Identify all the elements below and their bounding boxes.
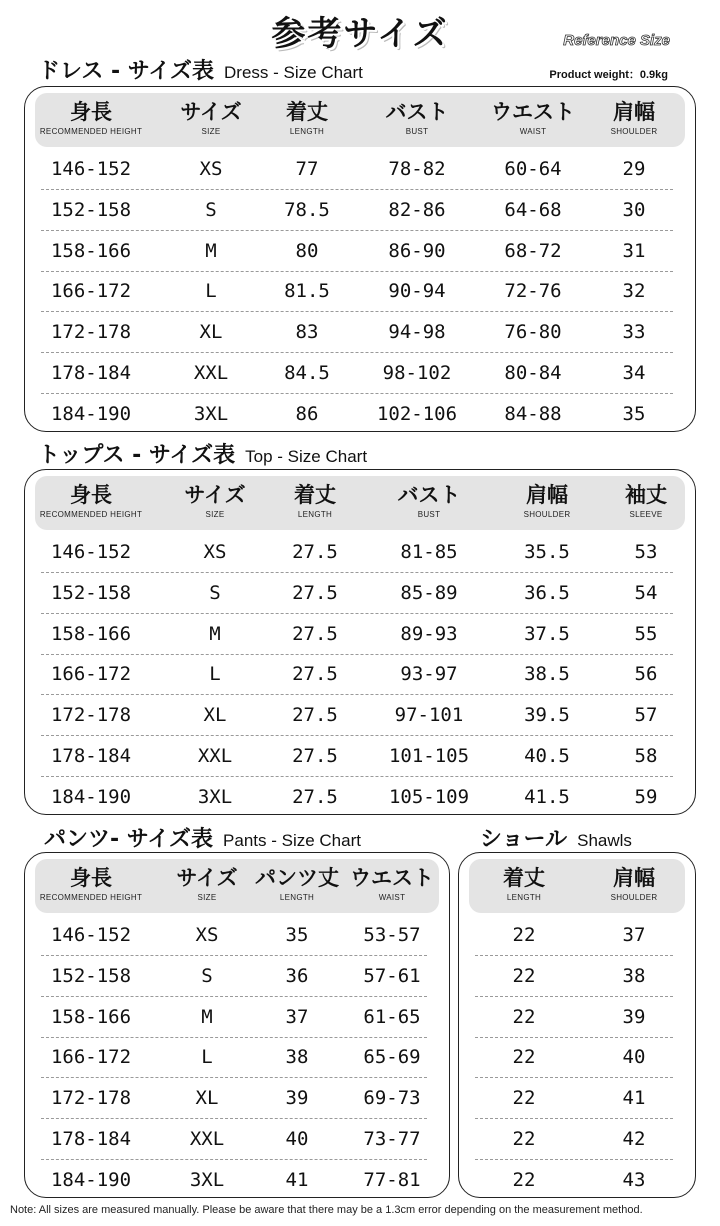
table-cell: 59 — [634, 785, 658, 808]
table-row — [41, 149, 673, 190]
tops-title-en: Top - Size Chart — [245, 447, 368, 466]
table-cell: 81.5 — [284, 280, 330, 303]
table-cell: 152-158 — [50, 964, 132, 987]
table-row — [475, 1037, 673, 1078]
table-cell: 42 — [622, 1128, 646, 1150]
table-cell: 84.5 — [284, 362, 330, 384]
table-cell: XS — [203, 541, 227, 563]
table-cell: 82-86 — [388, 198, 446, 221]
table-cell: 3XL — [193, 402, 229, 425]
table-cell: 27.5 — [292, 541, 338, 563]
table-cell: 27.5 — [292, 785, 338, 808]
table-row — [41, 190, 673, 231]
table-cell: 22 — [512, 1168, 536, 1191]
pants-size-table — [24, 852, 450, 1198]
table-cell: 102-106 — [376, 402, 458, 425]
table-cell: 84-88 — [504, 402, 562, 425]
table-cell: 178-184 — [50, 1128, 132, 1150]
tops-column-header — [625, 476, 667, 530]
column-header-sublabel: RECOMMENDED HEIGHT — [39, 127, 143, 136]
table-cell: 22 — [512, 1005, 536, 1028]
table-cell: 41 — [622, 1087, 646, 1110]
tops-column-header — [398, 476, 461, 530]
table-cell: 27.5 — [292, 663, 338, 686]
table-cell: 90-94 — [388, 280, 446, 303]
table-cell: 86 — [295, 402, 319, 425]
table-cell: 32 — [622, 280, 646, 303]
table-cell: 77 — [295, 158, 319, 180]
table-cell: 38.5 — [524, 663, 570, 686]
table-cell: 22 — [512, 1046, 536, 1069]
column-header-sublabel: BUST — [405, 127, 429, 136]
table-cell: L — [205, 280, 217, 303]
dress-title-en: Dress - Size Chart — [224, 63, 363, 82]
table-cell: 101-105 — [388, 745, 470, 767]
table-cell: 55 — [634, 622, 658, 645]
shawls-section-title — [480, 822, 632, 853]
table-cell: 27.5 — [292, 581, 338, 604]
table-row — [475, 956, 673, 997]
table-row — [475, 915, 673, 956]
table-row — [41, 654, 673, 695]
table-cell: 85-89 — [400, 581, 458, 604]
table-cell: 22 — [512, 1087, 536, 1110]
table-cell: 33 — [622, 321, 646, 344]
column-header-label: バスト — [397, 483, 461, 507]
column-header-label: ウエスト — [350, 866, 434, 890]
table-cell: 172-178 — [50, 704, 132, 727]
pants-title-jp: パンツ- サイズ表 — [44, 827, 214, 852]
table-row — [41, 1160, 427, 1201]
pants-column-header — [255, 859, 339, 913]
column-header-sublabel: BUST — [417, 510, 441, 519]
table-cell: 184-190 — [50, 402, 132, 425]
column-header-label: 着丈 — [503, 866, 545, 890]
dress-size-table — [24, 86, 696, 432]
table-cell: 40 — [622, 1046, 646, 1069]
table-row — [41, 736, 673, 777]
column-header-sublabel: LENGTH — [297, 510, 333, 519]
table-cell: 29 — [622, 158, 646, 180]
table-cell: 53-57 — [363, 924, 421, 946]
table-cell: 41.5 — [524, 785, 570, 808]
table-cell: 146-152 — [50, 924, 132, 946]
tops-section-title — [38, 438, 367, 469]
column-header-label: 身長 — [69, 866, 112, 890]
table-cell: 166-172 — [50, 663, 132, 686]
tops-size-table — [24, 469, 696, 815]
table-cell: 40 — [285, 1128, 309, 1150]
table-cell: 35 — [622, 402, 646, 425]
pants-section-title — [44, 822, 361, 853]
column-header-sublabel: LENGTH — [289, 127, 325, 136]
table-row — [41, 1037, 427, 1078]
table-cell: XL — [195, 1087, 219, 1110]
table-cell: 178-184 — [50, 745, 132, 767]
table-cell: 65-69 — [363, 1046, 421, 1069]
tops-table-header — [35, 476, 685, 530]
table-cell: 105-109 — [388, 785, 470, 808]
column-header-label: サイズ — [180, 100, 242, 124]
column-header-sublabel: LENGTH — [506, 893, 542, 902]
table-cell: 81-85 — [400, 541, 458, 563]
table-cell: XL — [203, 704, 227, 727]
tops-column-header — [294, 476, 336, 530]
table-cell: 184-190 — [50, 785, 132, 808]
column-header-sublabel: RECOMMENDED HEIGHT — [39, 510, 143, 519]
table-cell: 27.5 — [292, 704, 338, 727]
pants-column-header — [350, 859, 434, 913]
product-weight: Product weight：0.9kg — [549, 69, 668, 81]
column-header-label: 着丈 — [286, 100, 328, 124]
table-cell: 152-158 — [50, 198, 132, 221]
table-cell: 57-61 — [363, 964, 421, 987]
table-cell: 166-172 — [50, 280, 132, 303]
shawls-column-header — [611, 859, 658, 913]
table-cell: 83 — [295, 321, 319, 344]
table-cell: 56 — [634, 663, 658, 686]
shawls-title-jp: ショール — [480, 827, 568, 852]
table-cell: 37 — [622, 924, 646, 946]
table-cell: 94-98 — [388, 321, 446, 344]
table-row — [41, 1078, 427, 1119]
table-cell: 78.5 — [284, 198, 330, 221]
table-cell: 3XL — [189, 1168, 225, 1191]
table-cell: L — [209, 663, 221, 686]
table-cell: 3XL — [197, 785, 233, 808]
table-cell: S — [201, 964, 213, 987]
dress-column-header — [386, 93, 449, 147]
table-cell: 69-73 — [363, 1087, 421, 1110]
table-cell: 68-72 — [504, 239, 562, 262]
column-header-sublabel: SHOULDER — [610, 127, 658, 136]
table-cell: 158-166 — [50, 1005, 132, 1028]
pants-column-header — [176, 859, 237, 913]
table-cell: 80 — [295, 239, 319, 262]
dress-title-jp: ドレス - サイズ表 — [38, 59, 215, 84]
column-header-sublabel: SIZE — [205, 510, 225, 519]
column-header-sublabel: RECOMMENDED HEIGHT — [39, 893, 143, 902]
table-cell: 72-76 — [504, 280, 562, 303]
table-cell: 22 — [512, 924, 536, 946]
table-cell: 61-65 — [363, 1005, 421, 1028]
table-cell: 35 — [285, 924, 309, 946]
table-cell: M — [205, 239, 217, 262]
page-title: 参考サイズ — [271, 14, 449, 54]
table-cell: 158-166 — [50, 239, 132, 262]
table-row — [41, 1119, 427, 1160]
table-row — [41, 695, 673, 736]
table-cell: 22 — [512, 1128, 536, 1150]
table-cell: 31 — [622, 239, 646, 262]
table-cell: 57 — [634, 704, 658, 727]
table-cell: 86-90 — [388, 239, 446, 262]
tops-column-header — [40, 476, 142, 530]
column-header-label: 着丈 — [294, 483, 336, 507]
table-cell: 39 — [285, 1087, 309, 1110]
pants-title-en: Pants - Size Chart — [223, 831, 361, 850]
dress-section-title — [38, 54, 363, 85]
column-header-label: ウエスト — [491, 100, 575, 124]
table-row — [41, 271, 673, 312]
column-header-label: 肩幅 — [612, 866, 655, 890]
table-cell: 97-101 — [394, 704, 464, 727]
table-cell: 64-68 — [504, 198, 562, 221]
table-cell: 30 — [622, 198, 646, 221]
table-cell: XXL — [193, 362, 229, 384]
shawls-size-table — [458, 852, 696, 1198]
table-cell: 80-84 — [504, 362, 562, 384]
table-cell: M — [201, 1005, 213, 1028]
table-cell: 98-102 — [382, 362, 452, 384]
table-cell: 39.5 — [524, 704, 570, 727]
dress-column-header — [180, 93, 241, 147]
table-row — [41, 353, 673, 394]
column-header-label: 袖丈 — [625, 483, 667, 507]
table-cell: 172-178 — [50, 321, 132, 344]
column-header-label: サイズ — [176, 866, 238, 890]
table-cell: S — [209, 581, 221, 604]
table-cell: XS — [195, 924, 219, 946]
table-cell: L — [201, 1046, 213, 1069]
dress-column-header — [611, 93, 658, 147]
table-row — [41, 956, 427, 997]
table-row — [41, 614, 673, 655]
column-header-label: パンツ丈 — [255, 866, 339, 890]
column-header-label: サイズ — [184, 483, 246, 507]
column-header-sublabel: WAIST — [378, 893, 406, 902]
tops-title-jp: トップス - サイズ表 — [38, 443, 236, 468]
table-cell: 41 — [285, 1168, 309, 1191]
table-cell: 77-81 — [363, 1168, 421, 1191]
table-cell: M — [209, 622, 221, 645]
dress-column-header — [40, 93, 142, 147]
table-cell: 78-82 — [388, 158, 446, 180]
column-header-label: バスト — [385, 100, 449, 124]
table-cell: 36.5 — [524, 581, 570, 604]
dress-table-header — [35, 93, 685, 147]
table-row — [41, 777, 673, 818]
dress-column-header — [286, 93, 328, 147]
shawls-column-header — [503, 859, 545, 913]
table-cell: 146-152 — [50, 541, 132, 563]
table-row — [41, 312, 673, 353]
table-row — [41, 394, 673, 435]
column-header-label: 身長 — [69, 483, 112, 507]
table-cell: 27.5 — [292, 745, 338, 767]
column-header-label: 肩幅 — [525, 483, 568, 507]
reference-size-label: Reference Size — [563, 32, 670, 49]
table-row — [41, 915, 427, 956]
column-header-sublabel: WAIST — [519, 127, 547, 136]
table-cell: 166-172 — [50, 1046, 132, 1069]
table-cell: 53 — [634, 541, 658, 563]
table-cell: XL — [199, 321, 223, 344]
table-cell: 27.5 — [292, 622, 338, 645]
shawls-table-header — [469, 859, 685, 913]
table-row — [475, 1078, 673, 1119]
shawls-title-en: Shawls — [577, 831, 632, 850]
dress-column-header — [491, 93, 575, 147]
table-cell: 43 — [622, 1168, 646, 1191]
table-cell: XS — [199, 158, 223, 180]
table-cell: S — [205, 198, 217, 221]
pants-column-header — [40, 859, 142, 913]
column-header-sublabel: SLEEVE — [629, 510, 663, 519]
table-cell: 36 — [285, 964, 309, 987]
tops-column-header — [184, 476, 245, 530]
table-cell: 158-166 — [50, 622, 132, 645]
table-row — [475, 1160, 673, 1201]
table-cell: 152-158 — [50, 581, 132, 604]
table-cell: 89-93 — [400, 622, 458, 645]
table-row — [41, 231, 673, 272]
column-header-label: 肩幅 — [612, 100, 655, 124]
table-cell: 35.5 — [524, 541, 570, 563]
column-header-label: 身長 — [69, 100, 112, 124]
table-cell: 178-184 — [50, 362, 132, 384]
table-row — [41, 573, 673, 614]
table-cell: 93-97 — [400, 663, 458, 686]
table-cell: 54 — [634, 581, 658, 604]
table-cell: 39 — [622, 1005, 646, 1028]
table-cell: 73-77 — [363, 1128, 421, 1150]
column-header-sublabel: SHOULDER — [610, 893, 658, 902]
table-cell: 146-152 — [50, 158, 132, 180]
table-cell: 22 — [512, 964, 536, 987]
table-cell: 40.5 — [524, 745, 570, 767]
column-header-sublabel: LENGTH — [279, 893, 315, 902]
table-row — [41, 532, 673, 573]
measurement-note: Note: All sizes are measured manually. Please be aware that there may be a 1.3cm error depending on the measurement method. — [10, 1204, 643, 1216]
table-cell: 34 — [622, 362, 646, 384]
tops-column-header — [524, 476, 571, 530]
column-header-sublabel: SIZE — [201, 127, 221, 136]
table-cell: XXL — [197, 745, 233, 767]
table-cell: 172-178 — [50, 1087, 132, 1110]
pants-table-header — [35, 859, 439, 913]
table-row — [41, 997, 427, 1038]
table-row — [475, 1119, 673, 1160]
column-header-sublabel: SHOULDER — [523, 510, 571, 519]
table-row — [475, 997, 673, 1038]
table-cell: 38 — [622, 964, 646, 987]
table-cell: 38 — [285, 1046, 309, 1069]
table-cell: 37 — [285, 1005, 309, 1028]
table-cell: XXL — [189, 1128, 225, 1150]
column-header-sublabel: SIZE — [197, 893, 217, 902]
table-cell: 60-64 — [504, 158, 562, 180]
table-cell: 58 — [634, 745, 658, 767]
table-cell: 184-190 — [50, 1168, 132, 1191]
table-cell: 76-80 — [504, 321, 562, 344]
table-cell: 37.5 — [524, 622, 570, 645]
